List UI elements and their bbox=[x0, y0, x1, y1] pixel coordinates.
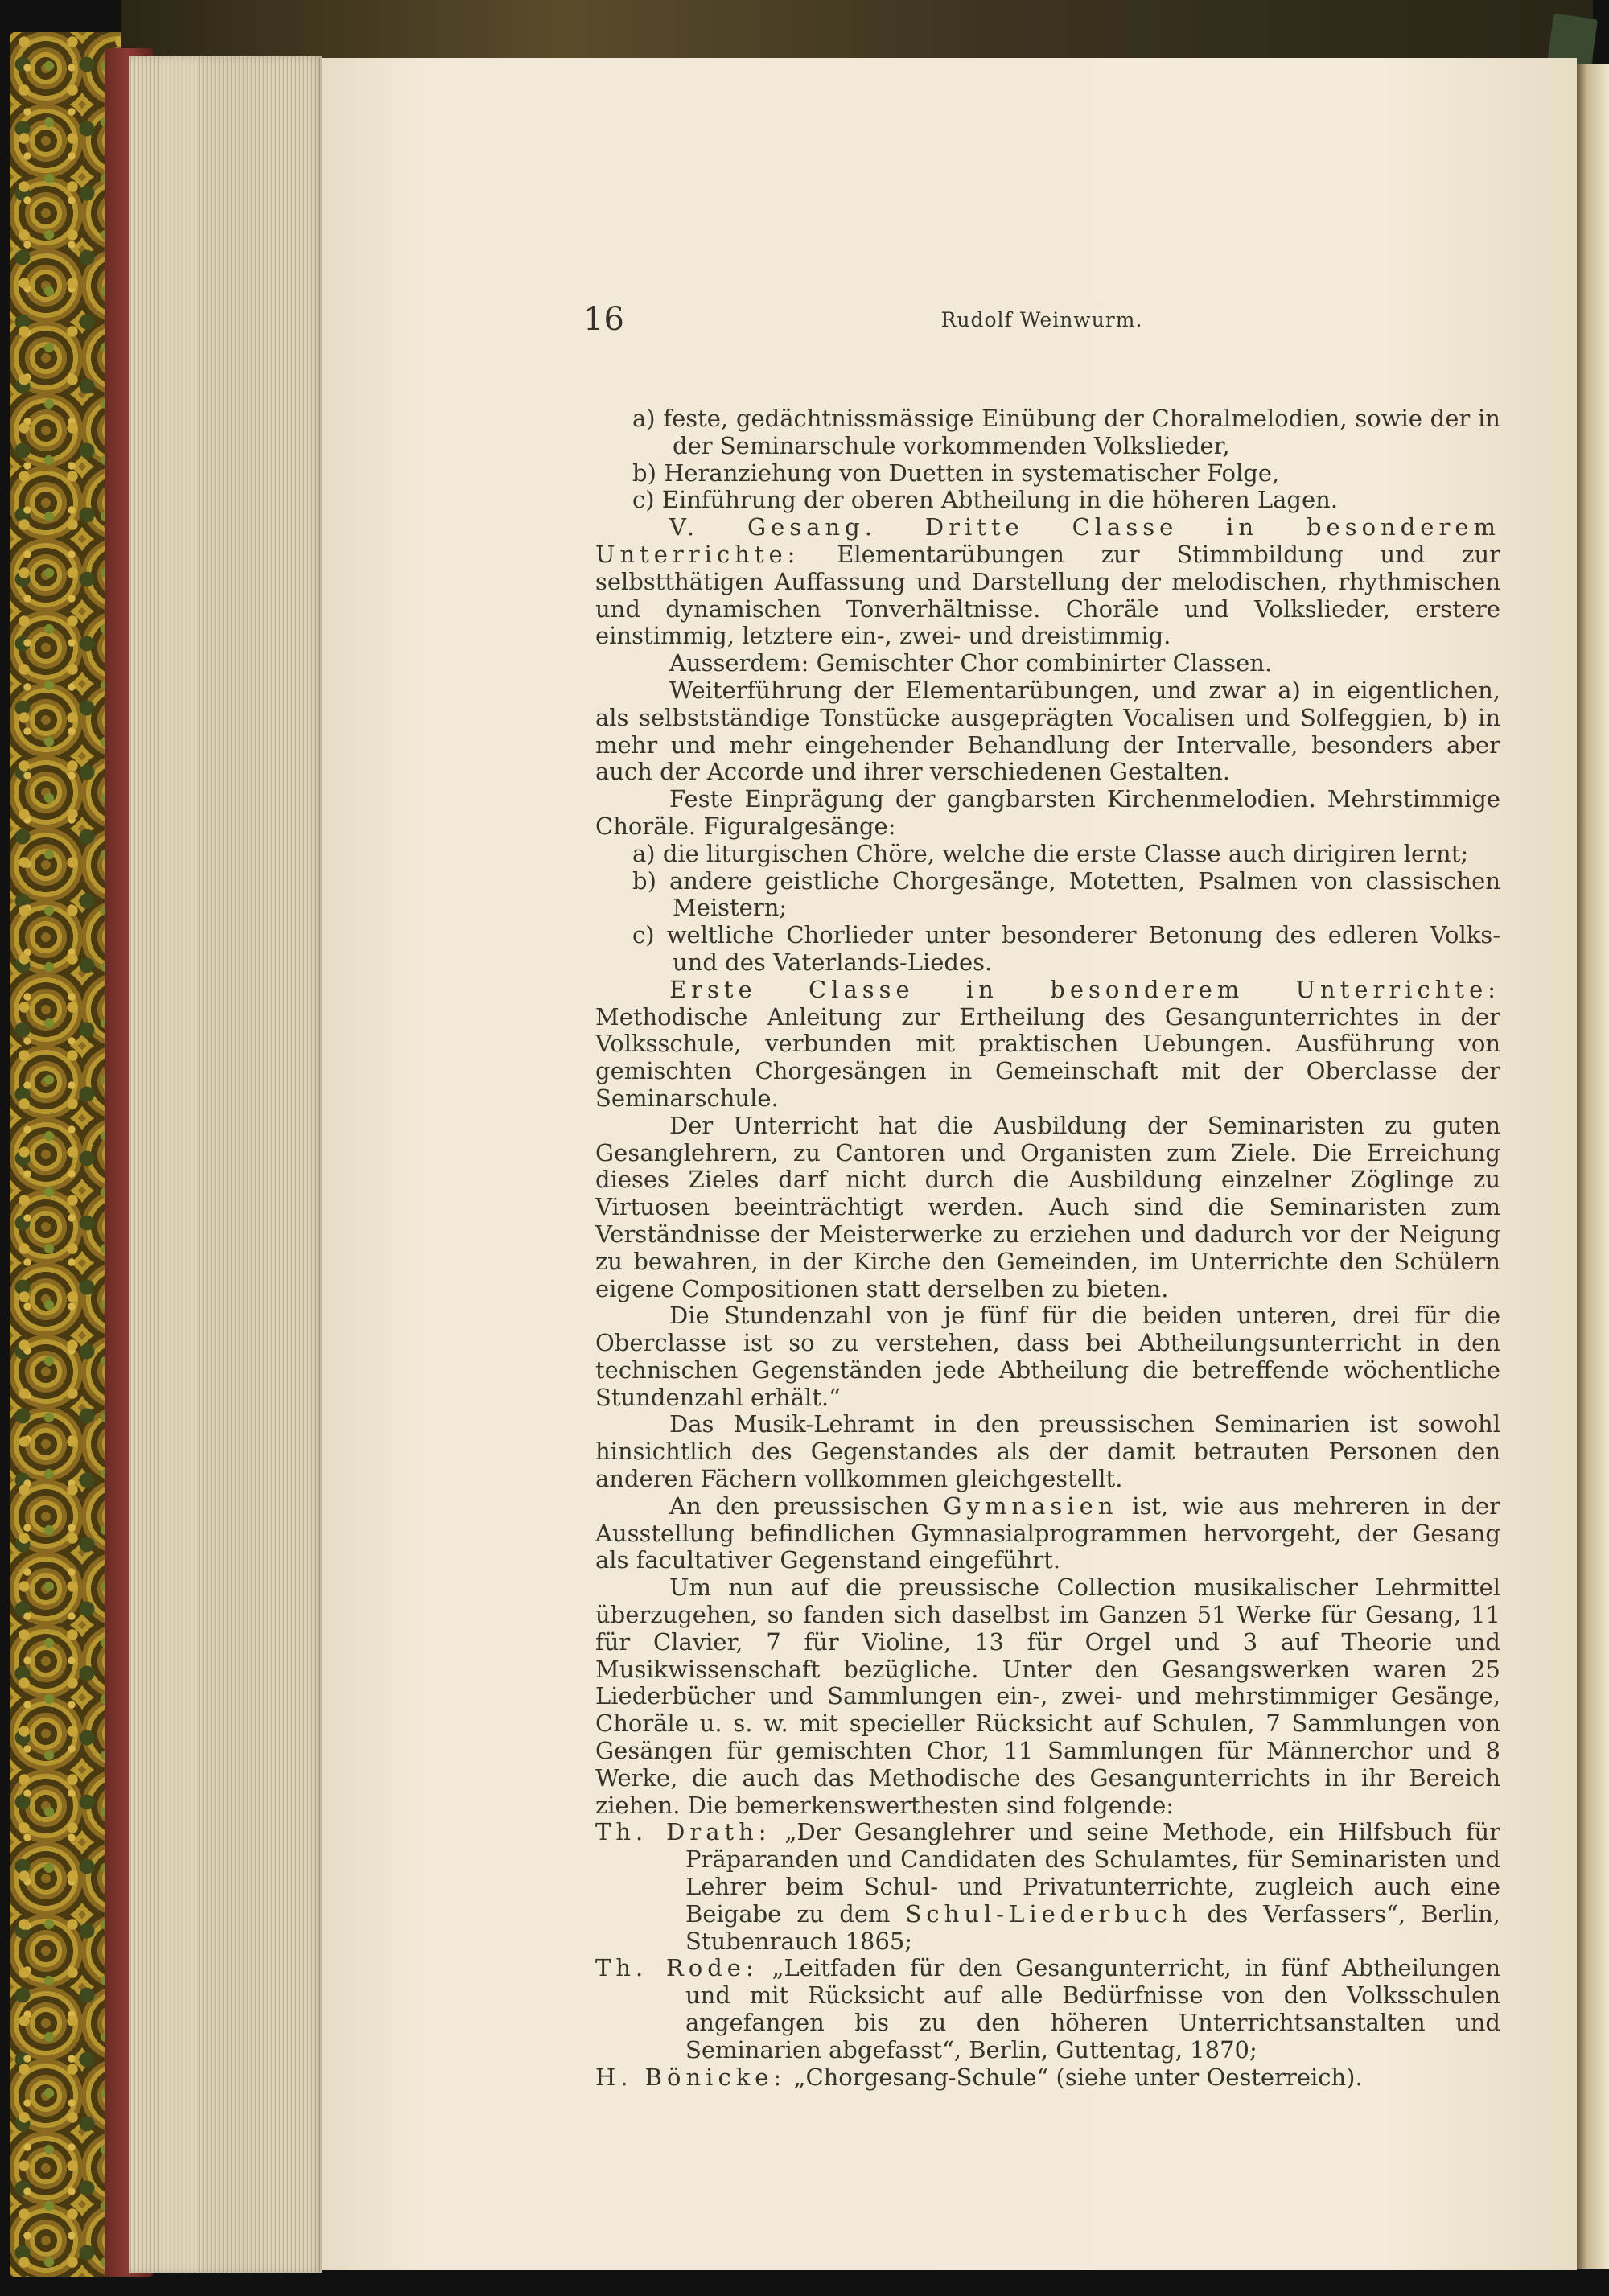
reference-text: „Der Gesanglehrer und seine Methode, ein Hilfsbuch für Präparanden und Candidaten des Schulamtes, für Seminaristen und Lehrer beim Schul- und Privatunterrichte, zugleich auch eine Beigabe zu dem bbox=[685, 1818, 1500, 1928]
reference-text: „Leitfaden für den Gesangunterricht, in fünf Abtheilungen und mit Rücksicht auf alle Bedürfnisse von den Volksschulen angefangen bis zu den höheren Unterrichtsanstalten und Seminarien abgefasst“, Berlin, Guttentag, 1870; bbox=[685, 1954, 1500, 2064]
paragraph: Der Unterricht hat die Ausbildung der Seminaristen zu guten Gesanglehrern, zu Cantoren und Organisten zum Ziele. Die Erreichung dieses Zieles darf nicht durch die Ausbildung einzelner Zöglinge zu Virtuosen beeinträchtigt werden. Auch sind die Seminaristen zum Verständnisse der Meisterwerke zu erziehen und dadurch vor der Neigung zu bewahren, in der Kirche den Gemeinden, im Unterrichte den Schülern eigene Compositionen statt derselben zu bieten. bbox=[595, 1111, 1500, 1302]
list-item: a) die liturgischen Chöre, welche die erste Classe auch dirigiren lernt; bbox=[632, 839, 1469, 867]
page-header bbox=[583, 295, 1500, 344]
reference-text: des Verfassers“, Berlin, Stubenrauch 1865; bbox=[685, 1899, 1500, 1955]
book-page bbox=[322, 58, 1577, 2270]
paragraph-text: Elementarübungen zur Stimmbildung und zur selbstthätigen Auffassung und Darstellung der melodischen, rhythmischen und dynamischen Tonverhältnisse. Choräle und Volkslieder, erstere einstimmig, letztere ein-, zwei- und dreistimmig. bbox=[595, 540, 1500, 650]
reference-entry bbox=[595, 1819, 1500, 1955]
list-item: b) andere geistliche Chorgesänge, Motetten, Psalmen von classischen Meistern; bbox=[632, 866, 1500, 922]
list-item: a) feste, gedächtnissmässige Einübung der Choralmelodien, sowie der in der Seminarschule vorkommenden Volkslieder, bbox=[632, 405, 1500, 459]
reference-entry bbox=[595, 1955, 1500, 2064]
paragraph: Weiterführung der Elementarübungen, und zwar a) in eigentlichen, als selbstständige Tonstücke ausgeprägten Vocalisen und Solfeggien, b) in mehr und mehr eingehender Behandlung der Intervalle, besonders aber auch der Accorde und ihrer verschiedenen Gestalten. bbox=[595, 676, 1500, 786]
paragraph: Das Musik-Lehramt in den preussischen Seminarien ist sowohl hinsichtlich des Gegenstandes als der damit betrauten Personen den anderen Fächern vollkommen gleichgestellt. bbox=[595, 1410, 1500, 1493]
list-item: c) Einführung der oberen Abtheilung in die höheren Lagen. bbox=[632, 486, 1339, 514]
paragraph bbox=[595, 977, 1500, 1113]
paragraph: Feste Einprägung der gangbarsten Kirchenmelodien. Mehrstimmige Choräle. Figuralgesänge: bbox=[595, 785, 1500, 840]
paragraph bbox=[595, 1493, 1500, 1574]
reference-text: „Chorgesang-Schule“ (siehe unter Oesterreich). bbox=[786, 2063, 1363, 2091]
spaced-word: Gymnasien bbox=[943, 1492, 1118, 1520]
spaced-title: Schul-Liederbuch bbox=[905, 1899, 1192, 1928]
page-number: 16 bbox=[583, 301, 624, 338]
paragraph bbox=[595, 514, 1500, 650]
spaced-heading: Erste Classe in besonderem Unterrichte: bbox=[669, 975, 1500, 1003]
list-item: b) Heranziehung von Duetten in systematischer Folge, bbox=[632, 459, 1280, 487]
paragraph: Die Stundenzahl von je fünf für die beiden unteren, drei für die Oberclasse ist so zu verstehen, dass bei Abtheilungsunterricht in den technischen Gegenständen jede Abtheilung die betreffende wöchentliche Stundenzahl erhält.“ bbox=[595, 1302, 1500, 1411]
reference-author: H. Bönicke: bbox=[595, 2063, 787, 2091]
spaced-heading: V. Gesang. Dritte Classe in besonderem Unterrichte: bbox=[595, 513, 1500, 568]
paragraph-text: An den preussischen bbox=[669, 1492, 944, 1520]
reference-author: Th. Rode: bbox=[595, 1954, 759, 1982]
paragraph-text: Methodische Anleitung zur Ertheilung des Gesangunterrichtes in der Volksschule, verbunden mit praktischen Uebungen. Ausführung von gemischten Chorgesängen in Gemeinschaft mit der Oberclasse der Seminarschule. bbox=[595, 1002, 1500, 1112]
running-head: Rudolf Weinwurm. bbox=[940, 308, 1143, 331]
facing-page-edge bbox=[1573, 64, 1609, 2269]
reference-author: Th. Drath: bbox=[595, 1818, 772, 1846]
page-stack bbox=[129, 56, 322, 2273]
paragraph: Ausserdem: Gemischter Chor combinirter Classen. bbox=[669, 649, 1273, 677]
reference-entry bbox=[595, 2064, 1500, 2092]
list-item: c) weltliche Chorlieder unter besonderer Betonung des edleren Volks- und des Vaterlands-Liedes. bbox=[632, 921, 1500, 976]
paragraph: Um nun auf die preussische Collection musikalischer Lehrmittel überzugehen, so fanden sich daselbst im Ganzen 51 Werke für Gesang, 11 für Clavier, 7 für Violine, 13 für Orgel und 3 auf Theorie und Musikwissenschaft bezügliche. Unter den Gesangswerken waren 25 Liederbücher und Sammlungen ein-, zwei- und mehrstimmiger Gesänge, Choräle u. s. w. mit specieller Rücksicht auf Schulen, 7 Sammlungen von Gesängen für gemischten Chor, 11 Sammlungen für Männerchor und 8 Werke, die auch das Methodische des Gesangunterrichts in ihr Bereich ziehen. Die bemerkenswerthesten sind folgende: bbox=[595, 1574, 1500, 1819]
body-text bbox=[595, 405, 1500, 2091]
paragraph-text: ist, wie aus mehreren in der Ausstellung befindlichen Gymnasialprogrammen hervorgeht, der Gesang als facultativer Gegenstand eingeführt. bbox=[595, 1492, 1500, 1574]
